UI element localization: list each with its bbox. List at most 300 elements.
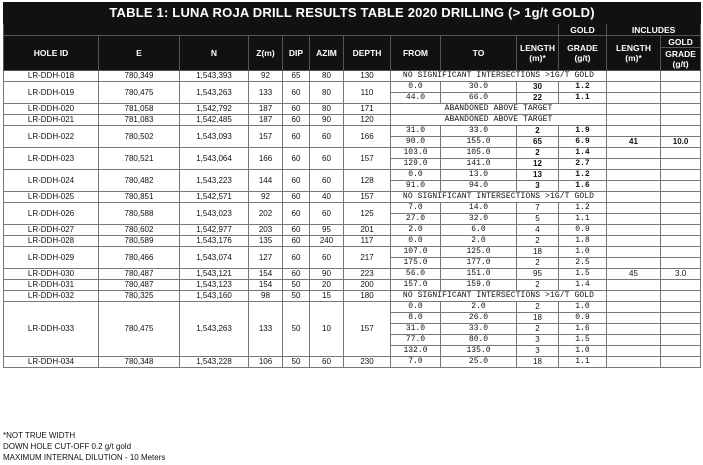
gold-group-header: GOLD (559, 24, 607, 36)
grade-cell: 2.7 (559, 159, 607, 170)
to-cell: 32.0 (441, 214, 517, 225)
includes-length-cell (607, 346, 661, 357)
northing-cell: 1,542,571 (180, 192, 249, 203)
inc-gold-header: GOLD (661, 36, 701, 48)
dip-cell: 50 (283, 280, 310, 291)
empty-cell (607, 115, 661, 126)
table-row (4, 82, 701, 93)
dip-cell: 60 (283, 236, 310, 247)
grade-cell: 1.5 (559, 335, 607, 346)
footnote-dilution: MAXIMUM INTERNAL DILUTION - 10 Meters (3, 453, 166, 462)
to-cell: 6.0 (441, 225, 517, 236)
dip-cell: 60 (283, 203, 310, 225)
hole-id-cell: LR-DDH-019 (4, 82, 99, 104)
dip-cell: 60 (283, 269, 310, 280)
to-cell: 80.0 (441, 335, 517, 346)
hole-id-cell: LR-DDH-025 (4, 192, 99, 203)
col-azim: AZIM (310, 36, 344, 71)
easting-cell: 780,602 (99, 225, 180, 236)
azimuth-cell: 60 (310, 126, 344, 148)
hole-id-cell: LR-DDH-018 (4, 71, 99, 82)
includes-grade-cell (661, 93, 701, 104)
from-cell: 27.0 (391, 214, 441, 225)
to-cell: 105.0 (441, 148, 517, 159)
northing-cell: 1,543,023 (180, 203, 249, 225)
azimuth-cell: 80 (310, 82, 344, 104)
includes-grade-cell (661, 225, 701, 236)
azimuth-cell: 240 (310, 236, 344, 247)
status-note-cell: NO SIGNIFICANT INTERSECTIONS >1G/T GOLD (391, 71, 607, 82)
dip-cell: 65 (283, 71, 310, 82)
status-note-cell: NO SIGNIFICANT INTERSECTIONS >1G/T GOLD (391, 291, 607, 302)
includes-length-cell (607, 357, 661, 368)
col-inc-length: LENGTH (m)* (607, 36, 661, 71)
length-cell: 12 (517, 159, 559, 170)
grade-cell: 1.8 (559, 236, 607, 247)
includes-length-cell (607, 93, 661, 104)
to-cell: 155.0 (441, 137, 517, 148)
depth-cell: 117 (344, 236, 391, 247)
to-cell: 125.0 (441, 247, 517, 258)
from-cell: 0.0 (391, 82, 441, 93)
northing-cell: 1,543,223 (180, 170, 249, 192)
depth-cell: 157 (344, 192, 391, 203)
includes-grade-cell (661, 82, 701, 93)
footnote-width: *NOT TRUE WIDTH (3, 431, 76, 440)
elevation-cell: 92 (249, 192, 283, 203)
easting-cell: 780,348 (99, 357, 180, 368)
dip-cell: 60 (283, 126, 310, 148)
from-cell: 2.0 (391, 225, 441, 236)
to-cell: 33.0 (441, 126, 517, 137)
azimuth-cell: 80 (310, 71, 344, 82)
table-title: TABLE 1: LUNA ROJA DRILL RESULTS TABLE 2020 DRILLING (> 1g/t GOLD) (4, 3, 701, 24)
to-cell: 159.0 (441, 280, 517, 291)
depth-cell: 157 (344, 148, 391, 170)
to-cell: 14.0 (441, 203, 517, 214)
length-cell: 7 (517, 203, 559, 214)
easting-cell: 780,487 (99, 280, 180, 291)
depth-cell: 230 (344, 357, 391, 368)
depth-cell: 166 (344, 126, 391, 148)
table-row (4, 302, 701, 313)
includes-length-cell (607, 324, 661, 335)
grade-cell: 0.9 (559, 313, 607, 324)
depth-cell: 200 (344, 280, 391, 291)
from-cell: 7.0 (391, 357, 441, 368)
includes-grade-cell (661, 357, 701, 368)
depth-cell: 110 (344, 82, 391, 104)
elevation-cell: 202 (249, 203, 283, 225)
dip-cell: 50 (283, 291, 310, 302)
northing-cell: 1,543,393 (180, 71, 249, 82)
depth-cell: 128 (344, 170, 391, 192)
table-row (4, 203, 701, 214)
includes-length-cell: 45 (607, 269, 661, 280)
to-cell: 141.0 (441, 159, 517, 170)
grade-cell: 1.0 (559, 247, 607, 258)
table-row (4, 115, 701, 126)
northing-cell: 1,543,121 (180, 269, 249, 280)
includes-grade-cell (661, 214, 701, 225)
length-cell: 3 (517, 181, 559, 192)
from-cell: 7.0 (391, 203, 441, 214)
from-cell: 31.0 (391, 126, 441, 137)
dip-cell: 60 (283, 115, 310, 126)
grade-cell: 1.6 (559, 324, 607, 335)
elevation-cell: 157 (249, 126, 283, 148)
from-cell: 175.0 (391, 258, 441, 269)
includes-grade-cell (661, 247, 701, 258)
northing-cell: 1,543,064 (180, 148, 249, 170)
northing-cell: 1,543,228 (180, 357, 249, 368)
grade-cell: 1.2 (559, 170, 607, 181)
includes-grade-cell (661, 335, 701, 346)
includes-length-cell: 41 (607, 137, 661, 148)
dip-cell: 60 (283, 225, 310, 236)
grade-cell: 1.5 (559, 269, 607, 280)
grade-cell: 1.4 (559, 148, 607, 159)
includes-length-cell (607, 148, 661, 159)
from-cell: 132.0 (391, 346, 441, 357)
northing-cell: 1,543,074 (180, 247, 249, 269)
table-row (4, 148, 701, 159)
length-cell: 13 (517, 170, 559, 181)
easting-cell: 780,466 (99, 247, 180, 269)
includes-length-cell (607, 82, 661, 93)
easting-cell: 780,851 (99, 192, 180, 203)
to-cell: 151.0 (441, 269, 517, 280)
easting-cell: 781,083 (99, 115, 180, 126)
hole-id-cell: LR-DDH-027 (4, 225, 99, 236)
to-cell: 177.0 (441, 258, 517, 269)
includes-length-cell (607, 170, 661, 181)
to-cell: 13.0 (441, 170, 517, 181)
hole-id-cell: LR-DDH-022 (4, 126, 99, 148)
northing-cell: 1,543,123 (180, 280, 249, 291)
length-cell: 2 (517, 302, 559, 313)
to-cell: 33.0 (441, 324, 517, 335)
col-inc-grade: GRADE (g/t) (661, 48, 701, 71)
hole-id-cell: LR-DDH-024 (4, 170, 99, 192)
results-table-container (3, 2, 700, 368)
col-n: N (180, 36, 249, 71)
to-cell: 26.0 (441, 313, 517, 324)
empty-cell (661, 192, 701, 203)
to-cell: 135.0 (441, 346, 517, 357)
elevation-cell: 135 (249, 236, 283, 247)
elevation-cell: 154 (249, 269, 283, 280)
col-length: LENGTH (m)* (517, 36, 559, 71)
length-cell: 2 (517, 324, 559, 335)
hole-id-cell: LR-DDH-029 (4, 247, 99, 269)
to-cell: 2.0 (441, 236, 517, 247)
includes-grade-cell (661, 258, 701, 269)
grade-cell: 1.1 (559, 93, 607, 104)
includes-length-cell (607, 203, 661, 214)
length-cell: 2 (517, 148, 559, 159)
length-cell: 95 (517, 269, 559, 280)
northing-cell: 1,543,093 (180, 126, 249, 148)
depth-cell: 130 (344, 71, 391, 82)
table-row (4, 192, 701, 203)
azimuth-cell: 60 (310, 357, 344, 368)
easting-cell: 780,349 (99, 71, 180, 82)
from-cell: 0.0 (391, 302, 441, 313)
to-cell: 30.0 (441, 82, 517, 93)
length-cell: 2 (517, 126, 559, 137)
elevation-cell: 106 (249, 357, 283, 368)
length-cell: 65 (517, 137, 559, 148)
northing-cell: 1,542,977 (180, 225, 249, 236)
col-from: FROM (391, 36, 441, 71)
hole-id-cell: LR-DDH-031 (4, 280, 99, 291)
includes-grade-cell (661, 126, 701, 137)
to-cell: 94.0 (441, 181, 517, 192)
easting-cell: 780,487 (99, 269, 180, 280)
hole-id-cell: LR-DDH-033 (4, 302, 99, 357)
dip-cell: 50 (283, 357, 310, 368)
easting-cell: 780,475 (99, 82, 180, 104)
from-cell: 103.0 (391, 148, 441, 159)
northing-cell: 1,543,160 (180, 291, 249, 302)
azimuth-cell: 60 (310, 203, 344, 225)
from-cell: 107.0 (391, 247, 441, 258)
hole-id-cell: LR-DDH-020 (4, 104, 99, 115)
col-hole-id: HOLE ID (4, 36, 99, 71)
depth-cell: 125 (344, 203, 391, 225)
dip-cell: 50 (283, 302, 310, 357)
length-cell: 22 (517, 93, 559, 104)
includes-grade-cell: 10.0 (661, 137, 701, 148)
includes-length-cell (607, 225, 661, 236)
status-note-cell: ABANDONED ABOVE TARGET (391, 115, 607, 126)
from-cell: 31.0 (391, 324, 441, 335)
includes-grade-cell (661, 148, 701, 159)
includes-length-cell (607, 335, 661, 346)
length-cell: 3 (517, 346, 559, 357)
length-cell: 18 (517, 313, 559, 324)
table-row (4, 269, 701, 280)
includes-grade-cell (661, 159, 701, 170)
easting-cell: 780,475 (99, 302, 180, 357)
northing-cell: 1,543,263 (180, 302, 249, 357)
depth-cell: 217 (344, 247, 391, 269)
northing-cell: 1,543,263 (180, 82, 249, 104)
length-cell: 18 (517, 357, 559, 368)
includes-group-header: INCLUDES (607, 24, 701, 36)
length-cell: 30 (517, 82, 559, 93)
table-row (4, 126, 701, 137)
from-cell: 157.0 (391, 280, 441, 291)
northing-cell: 1,542,792 (180, 104, 249, 115)
table-row (4, 71, 701, 82)
includes-length-cell (607, 247, 661, 258)
from-cell: 0.0 (391, 236, 441, 247)
includes-length-cell (607, 159, 661, 170)
includes-grade-cell (661, 346, 701, 357)
elevation-cell: 187 (249, 115, 283, 126)
grade-cell: 0.9 (559, 225, 607, 236)
northing-cell: 1,542,485 (180, 115, 249, 126)
footnotes (3, 430, 165, 463)
empty-cell (607, 104, 661, 115)
easting-cell: 780,588 (99, 203, 180, 225)
depth-cell: 180 (344, 291, 391, 302)
azimuth-cell: 40 (310, 192, 344, 203)
elevation-cell: 187 (249, 104, 283, 115)
status-note-cell: ABANDONED ABOVE TARGET (391, 104, 607, 115)
includes-grade-cell (661, 313, 701, 324)
table-row (4, 104, 701, 115)
length-cell: 2 (517, 280, 559, 291)
elevation-cell: 98 (249, 291, 283, 302)
azimuth-cell: 10 (310, 302, 344, 357)
includes-grade-cell (661, 181, 701, 192)
dip-cell: 60 (283, 82, 310, 104)
azimuth-cell: 80 (310, 104, 344, 115)
from-cell: 44.0 (391, 93, 441, 104)
azimuth-cell: 60 (310, 148, 344, 170)
grade-cell: 2.5 (559, 258, 607, 269)
dip-cell: 60 (283, 104, 310, 115)
elevation-cell: 203 (249, 225, 283, 236)
grade-cell: 1.1 (559, 357, 607, 368)
easting-cell: 781,058 (99, 104, 180, 115)
grade-cell: 1.0 (559, 346, 607, 357)
length-cell: 3 (517, 335, 559, 346)
to-cell: 25.0 (441, 357, 517, 368)
grade-cell: 1.9 (559, 126, 607, 137)
includes-length-cell (607, 181, 661, 192)
from-cell: 129.0 (391, 159, 441, 170)
elevation-cell: 127 (249, 247, 283, 269)
grade-cell: 1.4 (559, 280, 607, 291)
depth-cell: 157 (344, 302, 391, 357)
table-row (4, 247, 701, 258)
includes-length-cell (607, 126, 661, 137)
depth-cell: 120 (344, 115, 391, 126)
empty-cell (607, 291, 661, 302)
grade-cell: 1.2 (559, 82, 607, 93)
length-cell: 2 (517, 236, 559, 247)
includes-grade-cell: 3.0 (661, 269, 701, 280)
from-cell: 91.0 (391, 181, 441, 192)
hole-id-cell: LR-DDH-023 (4, 148, 99, 170)
includes-length-cell (607, 280, 661, 291)
col-grade: GRADE (g/t) (559, 36, 607, 71)
elevation-cell: 133 (249, 302, 283, 357)
length-cell: 4 (517, 225, 559, 236)
table-row (4, 357, 701, 368)
includes-length-cell (607, 302, 661, 313)
easting-cell: 780,325 (99, 291, 180, 302)
azimuth-cell: 90 (310, 269, 344, 280)
easting-cell: 780,482 (99, 170, 180, 192)
elevation-cell: 144 (249, 170, 283, 192)
includes-grade-cell (661, 203, 701, 214)
col-depth: DEPTH (344, 36, 391, 71)
azimuth-cell: 95 (310, 225, 344, 236)
header-spacer (4, 24, 559, 36)
elevation-cell: 133 (249, 82, 283, 104)
dip-cell: 60 (283, 247, 310, 269)
from-cell: 56.0 (391, 269, 441, 280)
empty-cell (661, 71, 701, 82)
col-e: E (99, 36, 180, 71)
azimuth-cell: 60 (310, 170, 344, 192)
col-dip: DIP (283, 36, 310, 71)
azimuth-cell: 15 (310, 291, 344, 302)
elevation-cell: 154 (249, 280, 283, 291)
length-cell: 2 (517, 258, 559, 269)
empty-cell (661, 291, 701, 302)
easting-cell: 780,521 (99, 148, 180, 170)
empty-cell (607, 71, 661, 82)
drill-results-table (3, 2, 701, 368)
empty-cell (661, 104, 701, 115)
empty-cell (661, 115, 701, 126)
depth-cell: 171 (344, 104, 391, 115)
depth-cell: 201 (344, 225, 391, 236)
from-cell: 90.0 (391, 137, 441, 148)
northing-cell: 1,543,176 (180, 236, 249, 247)
elevation-cell: 166 (249, 148, 283, 170)
dip-cell: 60 (283, 148, 310, 170)
grade-cell: 1.1 (559, 214, 607, 225)
dip-cell: 60 (283, 170, 310, 192)
includes-grade-cell (661, 236, 701, 247)
depth-cell: 223 (344, 269, 391, 280)
includes-grade-cell (661, 280, 701, 291)
dip-cell: 60 (283, 192, 310, 203)
length-cell: 5 (517, 214, 559, 225)
hole-id-cell: LR-DDH-030 (4, 269, 99, 280)
col-z: Z(m) (249, 36, 283, 71)
to-cell: 66.0 (441, 93, 517, 104)
empty-cell (607, 192, 661, 203)
includes-length-cell (607, 236, 661, 247)
hole-id-cell: LR-DDH-026 (4, 203, 99, 225)
table-row (4, 280, 701, 291)
table-row (4, 236, 701, 247)
grade-cell: 6.9 (559, 137, 607, 148)
length-cell: 18 (517, 247, 559, 258)
to-cell: 2.0 (441, 302, 517, 313)
grade-cell: 1.2 (559, 203, 607, 214)
table-row (4, 225, 701, 236)
grade-cell: 1.0 (559, 302, 607, 313)
elevation-cell: 92 (249, 71, 283, 82)
azimuth-cell: 90 (310, 115, 344, 126)
includes-length-cell (607, 214, 661, 225)
azimuth-cell: 20 (310, 280, 344, 291)
status-note-cell: NO SIGNIFICANT INTERSECTIONS >1G/T GOLD (391, 192, 607, 203)
azimuth-cell: 60 (310, 247, 344, 269)
from-cell: 77.0 (391, 335, 441, 346)
easting-cell: 780,589 (99, 236, 180, 247)
hole-id-cell: LR-DDH-021 (4, 115, 99, 126)
includes-grade-cell (661, 324, 701, 335)
easting-cell: 780,502 (99, 126, 180, 148)
table-body (4, 71, 701, 368)
table-row (4, 291, 701, 302)
includes-length-cell (607, 258, 661, 269)
hole-id-cell: LR-DDH-032 (4, 291, 99, 302)
table-row (4, 170, 701, 181)
from-cell: 8.0 (391, 313, 441, 324)
from-cell: 0.0 (391, 170, 441, 181)
